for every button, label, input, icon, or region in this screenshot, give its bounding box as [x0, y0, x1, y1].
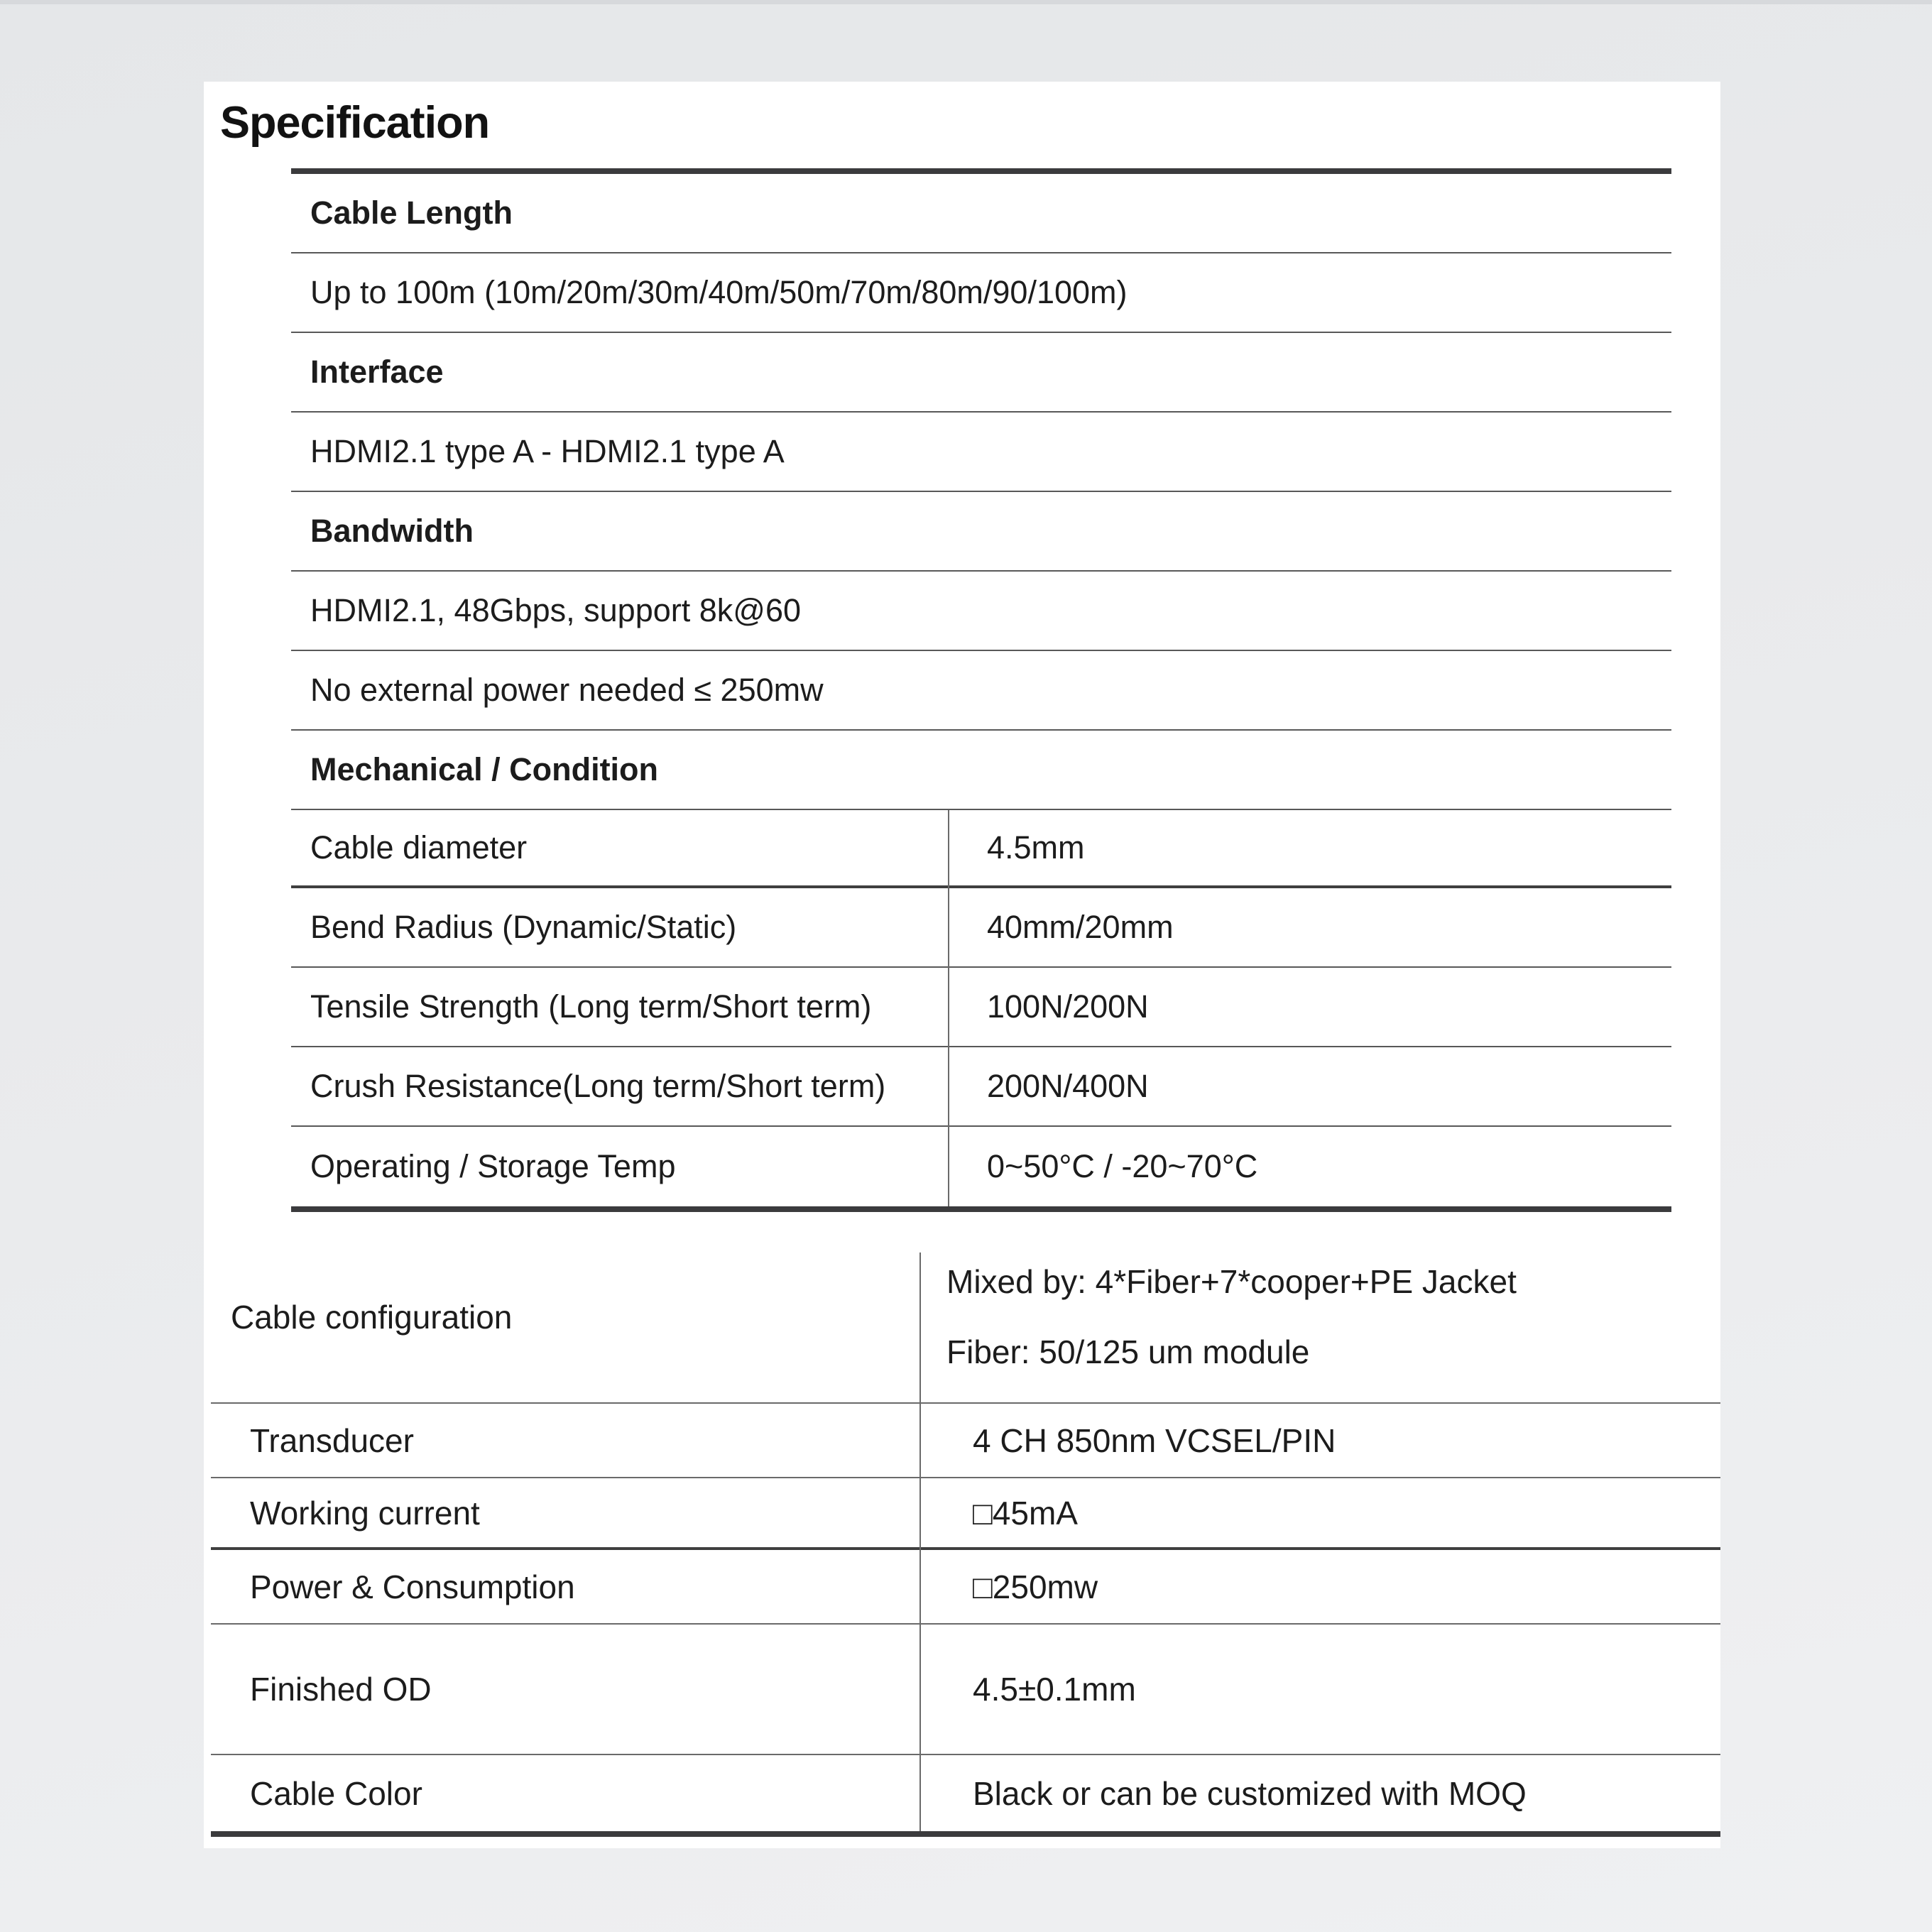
spec-row-interface-header [291, 333, 1671, 413]
row-label [211, 1404, 919, 1477]
value-text: 4 CH 850nm VCSEL/PIN [973, 1421, 1336, 1459]
table-row [211, 1625, 1720, 1755]
spec-row-text: HDMI2.1 type A - HDMI2.1 type A [310, 433, 785, 469]
spec-row-interface-value [291, 413, 1671, 492]
row-label [291, 968, 948, 1046]
table-row [211, 1755, 1720, 1831]
spec-row-bandwidth-header [291, 492, 1671, 572]
label-text: Cable diameter [310, 829, 528, 866]
row-value [919, 1231, 1720, 1402]
spec-row-text: Bandwidth [310, 513, 474, 549]
label-text: Crush Resistance(Long term/Short term) [310, 1068, 886, 1104]
row-label [211, 1550, 919, 1623]
row-value [948, 1127, 1671, 1206]
spec-row-text: Up to 100m (10m/20m/30m/40m/50m/70m/80m/90/100m) [310, 274, 1128, 310]
value-text: 40mm/20mm [987, 909, 1174, 945]
row-value [919, 1625, 1720, 1754]
top-edge-strip [0, 0, 1932, 4]
row-label [211, 1478, 919, 1547]
row-label [291, 810, 948, 885]
value-text: Mixed by: 4*Fiber+7*cooper+PE Jacket [946, 1263, 1517, 1301]
value-text: □45mA [973, 1494, 1078, 1532]
label-text: Power & Consumption [250, 1568, 575, 1605]
value-text: □250mw [973, 1568, 1098, 1605]
value-text: 0~50°C / -20~70°C [987, 1148, 1258, 1184]
row-label [291, 888, 948, 966]
row-label [291, 1127, 948, 1206]
label-text: Working current [250, 1494, 480, 1532]
table-row [291, 888, 1671, 968]
row-value [948, 968, 1671, 1046]
label-text: Cable Color [250, 1774, 422, 1812]
value-text: 4.5±0.1mm [973, 1671, 1136, 1708]
label-text: Cable configuration [231, 1298, 513, 1336]
row-value [919, 1404, 1720, 1477]
table-row [211, 1478, 1720, 1550]
detail-table [211, 1231, 1720, 1837]
table-row [291, 968, 1671, 1047]
label-text: Bend Radius (Dynamic/Static) [310, 909, 737, 945]
table-row [291, 810, 1671, 888]
row-value [919, 1755, 1720, 1831]
row-label [211, 1755, 919, 1831]
row-label [211, 1625, 919, 1754]
column-divider [948, 810, 949, 1206]
spec-row-cable-length-value [291, 253, 1671, 333]
value-text: 200N/400N [987, 1068, 1149, 1104]
table-row [291, 1047, 1671, 1127]
spec-row-text: No external power needed ≤ 250mw [310, 672, 824, 708]
mechanical-table [291, 810, 1671, 1206]
value-text: 4.5mm [987, 829, 1085, 866]
row-value [919, 1550, 1720, 1623]
table-row [211, 1550, 1720, 1625]
column-divider [919, 1252, 921, 1831]
spec-sheet-panel [204, 82, 1720, 1848]
page-title: Specification [220, 98, 490, 148]
value-text: Black or can be customized with MOQ [973, 1774, 1527, 1812]
value-text: Fiber: 50/125 um module [946, 1333, 1310, 1370]
row-value [948, 888, 1671, 966]
label-text: Transducer [250, 1421, 414, 1459]
table-row [211, 1404, 1720, 1478]
row-value [919, 1478, 1720, 1547]
table-row [211, 1231, 1720, 1404]
row-value [948, 1047, 1671, 1125]
table-row [291, 1127, 1671, 1206]
spec-row-bandwidth-value [291, 572, 1671, 651]
spec-row-mechanical-header [291, 731, 1671, 810]
value-text: 100N/200N [987, 988, 1149, 1025]
label-text: Operating / Storage Temp [310, 1148, 676, 1184]
spec-row-power-note [291, 651, 1671, 731]
spec-row-text: Mechanical / Condition [310, 751, 659, 787]
label-text: Tensile Strength (Long term/Short term) [310, 988, 872, 1025]
label-text: Finished OD [250, 1671, 432, 1708]
spec-row-text: Interface [310, 354, 444, 390]
spec-row-cable-length-header [291, 174, 1671, 253]
row-label [291, 1047, 948, 1125]
spec-table [291, 168, 1671, 1212]
row-value [948, 810, 1671, 885]
spec-row-text: Cable Length [310, 195, 513, 231]
spec-row-text: HDMI2.1, 48Gbps, support 8k@60 [310, 592, 802, 628]
row-label [211, 1231, 919, 1402]
